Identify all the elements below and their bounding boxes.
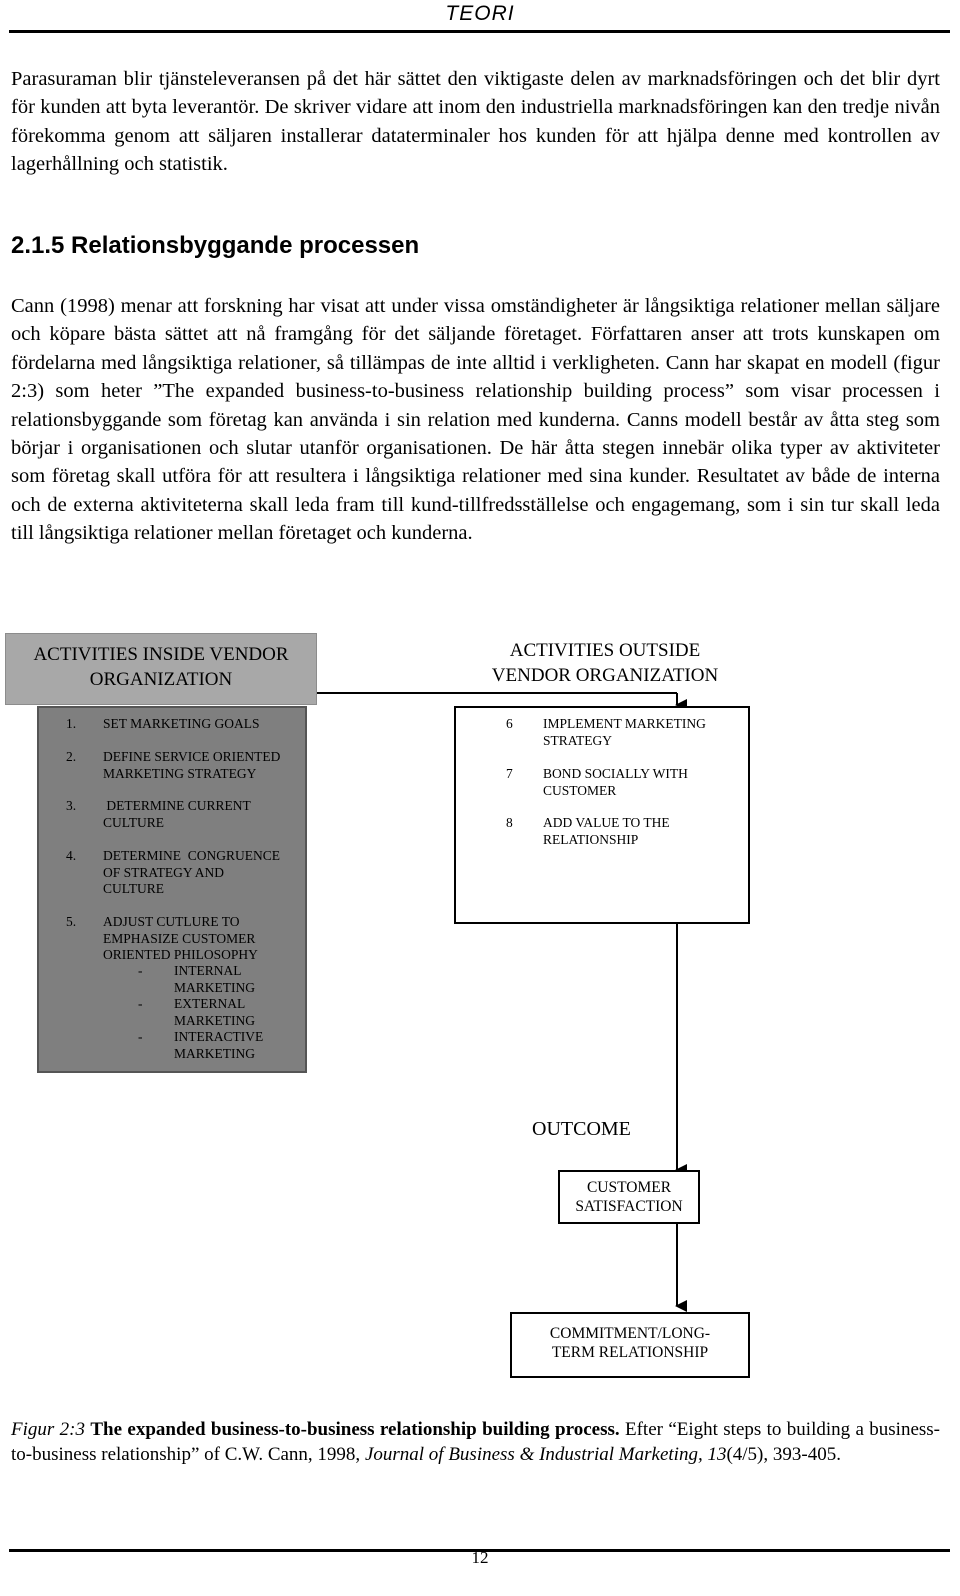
step-number: 2. [66, 749, 77, 764]
sub-item-dash: - [138, 996, 143, 1011]
step-number: 4. [66, 848, 77, 863]
step-text: IMPLEMENT MARKETING STRATEGY [543, 716, 706, 748]
step-text: ADJUST CUTLURE TO EMPHASIZE CUSTOMER ORIENTED PHILOSOPHY [103, 914, 258, 962]
step-number: 7 [506, 766, 513, 781]
step-text: ADD VALUE TO THE RELATIONSHIP [543, 815, 670, 847]
step-number: 6 [506, 716, 513, 731]
commitment-line2: TERM RELATIONSHIP [551, 1344, 709, 1361]
section-paragraph: Cann (1998) menar att forskning har visat att under vissa omständigheter är långsiktiga relationer mellan säljare och köpare bästa sättet att nå framgång för det säljande företaget. Författaren anser att trots kunskapen om fördelarna med långsiktiga relationer, så tillämpas de inte alltid i verkligheten. Cann har skapat en modell (figur 2:3) som heter ”The expanded business-to-business relationship building process” som visar processen i relationsbyggande som företag kan använda i sin relation med kunderna. Canns modell består av åtta steg som börjar i organisationen och slutar utanför organisationen. De här åtta stegen innebär olika typer av aktiviteter som företag skall utföra för att resultera i långsiktiga relationer med sina kunder. Resultatet av både de interna och de externa aktiviteterna skall leda fram till kund-tillfredsställelse och engagemang, som i sin tur skall leda till långsiktiga relationer mellan företaget och kunderna. [11, 295, 940, 545]
step-text: DEFINE SERVICE ORIENTED MARKETING STRATEGY [103, 749, 281, 781]
step-number: 3. [66, 798, 77, 813]
sub-item-dash: - [138, 1029, 143, 1044]
step-text: DETERMINE CURRENT CULTURE [103, 798, 251, 830]
outside-activities-box [454, 706, 750, 924]
figure-caption [11, 1418, 940, 1467]
caption-issue-pages: (4/5), 393-405. [726, 1443, 841, 1465]
caption-source: Efter “Eight steps to building a business-to-business relationship” of C.W. Cann, 1998, [11, 1419, 941, 1465]
step-text: SET MARKETING GOALS [103, 716, 260, 731]
commitment-line1: COMMITMENT/LONG- [549, 1325, 711, 1342]
outside-vendor-header [455, 638, 755, 688]
satisfaction-line2: SATISFACTION [575, 1198, 683, 1215]
caption-title: The expanded business-to-business relationship building process. [90, 1419, 620, 1440]
sub-item-text: EXTERNAL MARKETING [174, 996, 255, 1028]
satisfaction-line1: CUSTOMER [586, 1179, 672, 1196]
running-header: TEORI [445, 2, 515, 25]
intro-paragraph: Parasuraman blir tjänsteleveransen på det här sättet den viktigaste delen av marknadsföringen och det blir dyrt för kunden att byta leverantör. De skriver vidare att inom den industriella marknadsföringen kan den tredje nivån förekomma genom att säljaren installerar dataterminaler hos kunden för att hjälpa denne med kontrollen av lagerhållning och statistik. [11, 68, 940, 176]
sub-item-text: INTERNAL MARKETING [174, 963, 255, 995]
outside-header-line1: ACTIVITIES OUTSIDE [509, 640, 701, 661]
page-number: 12 [471, 1548, 489, 1567]
section-heading: 2.1.5 Relationsbyggande processen [11, 232, 420, 259]
outside-header-line2: VENDOR ORGANIZATION [491, 665, 719, 686]
sub-item-dash: - [138, 963, 143, 978]
header-rule [9, 30, 950, 33]
sub-item-text: INTERACTIVE MARKETING [174, 1029, 264, 1061]
step-number: 1. [66, 716, 77, 731]
commitment-relationship-box [510, 1312, 750, 1378]
step-number: 5. [66, 914, 77, 929]
caption-journal: Journal of Business & Industrial Marketing, 13 [364, 1443, 727, 1465]
process-figure [0, 630, 960, 1430]
outcome-label: OUTCOME [532, 1118, 631, 1140]
customer-satisfaction-box [558, 1170, 700, 1224]
step-number: 8 [506, 815, 513, 830]
inside-header-line1: ACTIVITIES INSIDE VENDOR [33, 644, 289, 665]
step-text: DETERMINE CONGRUENCE OF STRATEGY AND CULTURE [103, 848, 280, 896]
caption-label: Figur 2:3 [11, 1419, 85, 1440]
step-text: BOND SOCIALLY WITH CUSTOMER [543, 766, 688, 798]
inside-vendor-header [5, 633, 317, 705]
inside-header-line2: ORGANIZATION [89, 669, 233, 690]
inside-activities-box [37, 706, 307, 1073]
